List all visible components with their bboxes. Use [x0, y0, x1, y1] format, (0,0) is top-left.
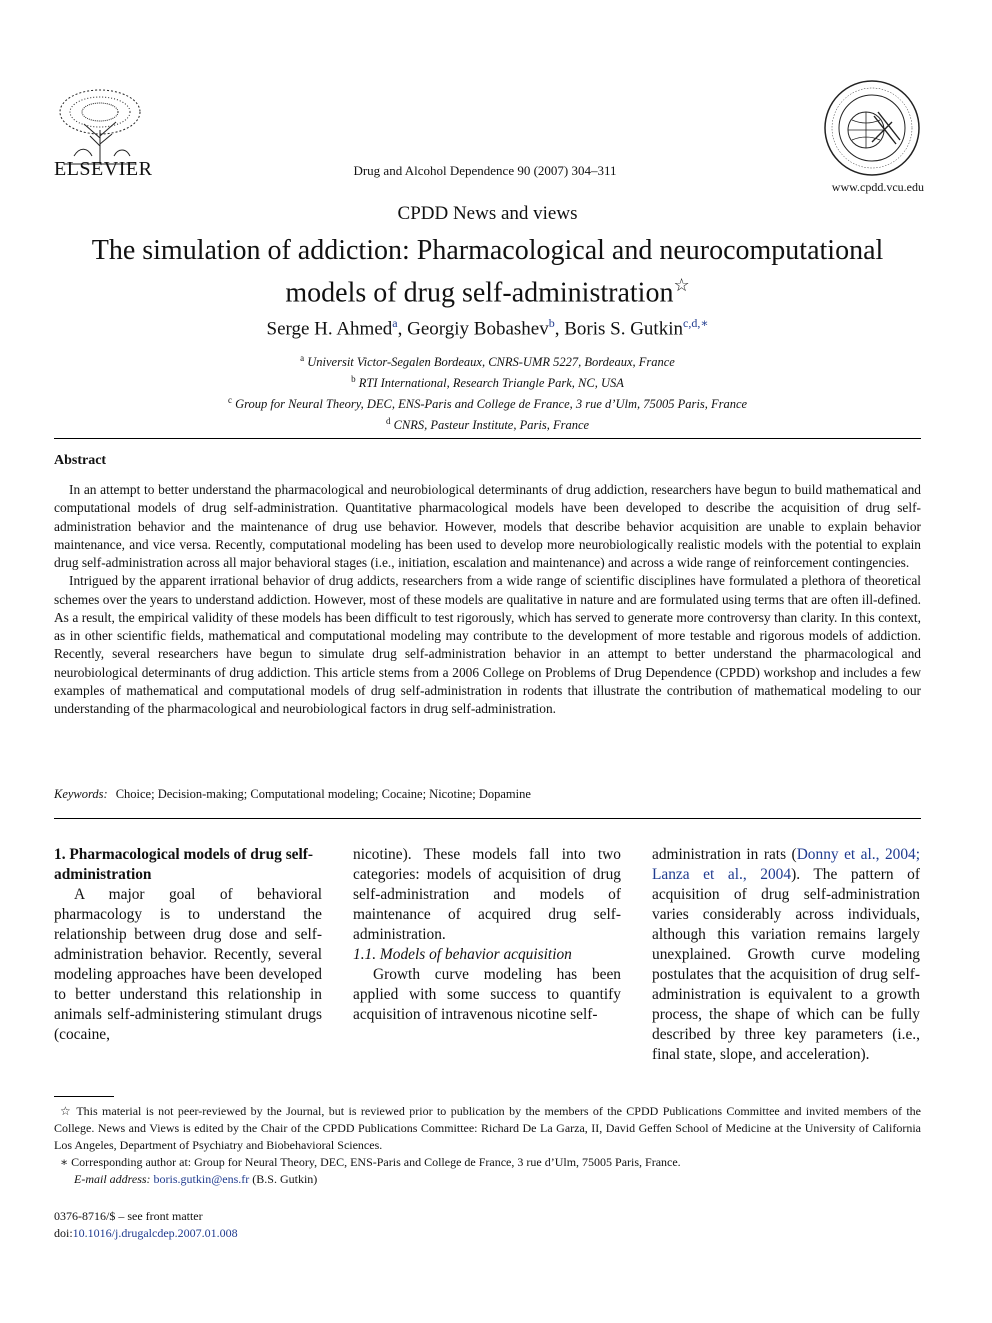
body-column-3	[652, 845, 920, 1065]
abstract-paragraph: In an attempt to better understand the pharmacological and neurobiological determinants of drug addiction, researchers have begun to build mathematical and computational models of drug self-administration. Quantitative pharmacological models have been developed to describe the acquisition of drug self-administration behavior and the maintenance of drug use behavior. However, models that describe behavior acquisition are unable to explain behavior maintenance, and vice versa. Recently, computational modeling has been used to develop more neurobiologically realistic models with the potential to explain drug self-administration across all major behavioral stages (i.e., initiation, escalation and maintenance) and across a wide range of reinforcement contingencies.	[54, 482, 921, 570]
body-paragraph: A major goal of behavioral pharmacology is to understand the relationship between drug dose and self-administration behavior. Recently, several modeling approaches have been developed to better understand this relationship in animals self-administering stimulant drugs (cocaine,	[54, 886, 322, 1043]
email-suffix: (B.S. Gutkin)	[252, 1172, 318, 1186]
footnote-email	[54, 1171, 921, 1188]
affiliation-text: Group for Neural Theory, DEC, ENS-Paris and College de France, 3 rue d’Ulm, 75005 Paris, France	[235, 397, 748, 412]
footnote-star	[54, 1103, 921, 1154]
affiliation-mark: a	[300, 353, 305, 363]
abstract-body	[54, 481, 921, 718]
citation-link[interactable]: Donny et al., 2004; Lanza et al., 2004	[652, 846, 920, 883]
affiliation-text: CNRS, Pasteur Institute, Paris, France	[393, 418, 590, 433]
journal-citation: Drug and Alcohol Dependence 90 (2007) 304–311	[353, 163, 617, 178]
abstract-heading: Abstract	[54, 453, 107, 468]
author-name: Boris S. Gutkin	[564, 318, 683, 340]
society-seal-logo	[822, 78, 922, 178]
author-name: Serge H. Ahmed	[266, 318, 393, 340]
body-text: ). The pattern of acquisition of drug self-administration varies considerably across individuals, although this variation remains largely unexplained. Growth curve modeling postulates that the acquisition of drug self-administration is equivalent to a growth process, the shape of which can be fully described by three key parameters (i.e., final state, slope, and acceleration).	[652, 866, 921, 1063]
affiliation-mark: c	[227, 395, 232, 406]
email-link[interactable]: boris.gutkin@ens.fr	[153, 1172, 250, 1186]
title-line-1: The simulation of addiction: Pharmacological and neurocomputational	[91, 235, 884, 266]
section-heading: 1. Pharmacological models of drug self-administration	[54, 846, 314, 883]
email-label: E-mail address:	[74, 1172, 151, 1186]
footnote-mark: ∗	[60, 1155, 69, 1169]
footnote-corresponding	[54, 1154, 921, 1171]
keywords-label: Keywords:	[54, 787, 108, 801]
footnote-rule	[54, 1096, 114, 1097]
divider-bottom	[54, 818, 921, 819]
issn-line: 0376-8716/$ – see front matter	[54, 1209, 203, 1223]
subsection-heading: 1.1. Models of behavior acquisition	[353, 946, 572, 963]
front-matter	[54, 1208, 238, 1242]
section-label: CPDD News and views	[397, 203, 578, 224]
footnotes	[54, 1103, 921, 1188]
affiliation	[0, 413, 975, 434]
affiliation	[0, 371, 975, 392]
body-text: administration in rats (	[652, 846, 797, 863]
divider-top	[54, 438, 921, 439]
author-name: Georgiy Bobashev	[407, 318, 549, 340]
footnote-mark: ☆	[60, 1104, 73, 1118]
body-column-1	[54, 845, 322, 1045]
keywords-text: Choice; Decision-making; Computational modeling; Cocaine; Nicotine; Dopamine	[115, 787, 531, 801]
doi-line	[54, 1225, 238, 1242]
affiliation-mark: b	[351, 374, 356, 385]
body-paragraph	[652, 845, 920, 1065]
footnote-text: This material is not peer-reviewed by the Journal, but is reviewed prior to publication by the members of the CPDD Publications Committee and invited members of the College. News and Views is edited by the Chair of the CPDD Publications Committee: Richard De La Garza, II, David Geffen School of Medicine at the University of California Los Angeles, Department of Psychiatry and Biobehavioral Sciences.	[54, 1104, 921, 1152]
doi-link[interactable]: 10.1016/j.drugalcdep.2007.01.008	[72, 1226, 238, 1240]
body-column-2	[353, 845, 621, 1025]
affiliation-text: RTI International, Research Triangle Park, NC, USA	[358, 376, 624, 391]
doi-label: doi:	[54, 1226, 73, 1240]
affiliation-mark: d	[385, 416, 391, 427]
article-title	[60, 234, 915, 310]
publisher-name: ELSEVIER	[54, 158, 153, 180]
affiliation	[0, 392, 975, 413]
affiliation-list	[0, 350, 975, 435]
society-url-link[interactable]: www.cpdd.vcu.edu	[831, 180, 924, 194]
title-line-2	[60, 268, 915, 310]
body-paragraph: Growth curve modeling has been applied with some success to quantify acquisition of intravenous nicotine self-	[353, 966, 621, 1023]
title-footnote-mark[interactable]: ☆	[673, 275, 690, 295]
author-affiliation-mark[interactable]: a	[392, 316, 398, 330]
footnote-text: Corresponding author at: Group for Neural Theory, DEC, ENS-Paris and College de France, 3 rue d’Ulm, 75005 Paris, France.	[71, 1155, 681, 1169]
author-list: Serge H. Ahmed$^a$, Georgiy Bobashev$^b$, Boris S. Gutkin$^{c,d,∗}$	[266, 316, 709, 340]
abstract-paragraph: Intrigued by the apparent irrational behavior of drug addicts, researchers from a wide range of scientific disciplines have formulated a plethora of theoretical schemes over the years to understand addiction. However, most of these models are qualitative in nature and are formulated using terms that are often ill-defined. As a result, the empirical validity of these models has been difficult to test rigorously, which has served to generate more controversy than clarity. In this context, as in other scientific fields, mathematical and computational modeling may contribute to the development of more testable and rigorous models of addiction. Recently, several researchers have begun to simulate drug self-administration behavior in an attempt to better understand the pharmacological and neurobiological determinants of drug addiction. This article stems from a 2006 College on Problems of Drug Dependence (CPDD) workshop and includes a few examples of mathematical and computational models of drug self-administration in rodents that illustrate the contribution of mathematical modeling to our understanding of the pharmacological and neurobiological factors in drug self-administration.	[54, 573, 921, 716]
affiliation	[0, 350, 975, 371]
body-paragraph: nicotine). These models fall into two categories: models of acquisition of drug self-administration and models of maintenance of acquired drug self-administration.	[353, 846, 621, 943]
title-line-2-text: models of drug self-administration	[285, 277, 674, 309]
keywords	[54, 787, 921, 802]
affiliation-text: Universit Victor-Segalen Bordeaux, CNRS-UMR 5227, Bordeaux, France	[307, 355, 675, 370]
author-affiliation-mark[interactable]: b	[548, 316, 555, 330]
author-affiliation-mark[interactable]: c,d,∗	[683, 316, 709, 330]
